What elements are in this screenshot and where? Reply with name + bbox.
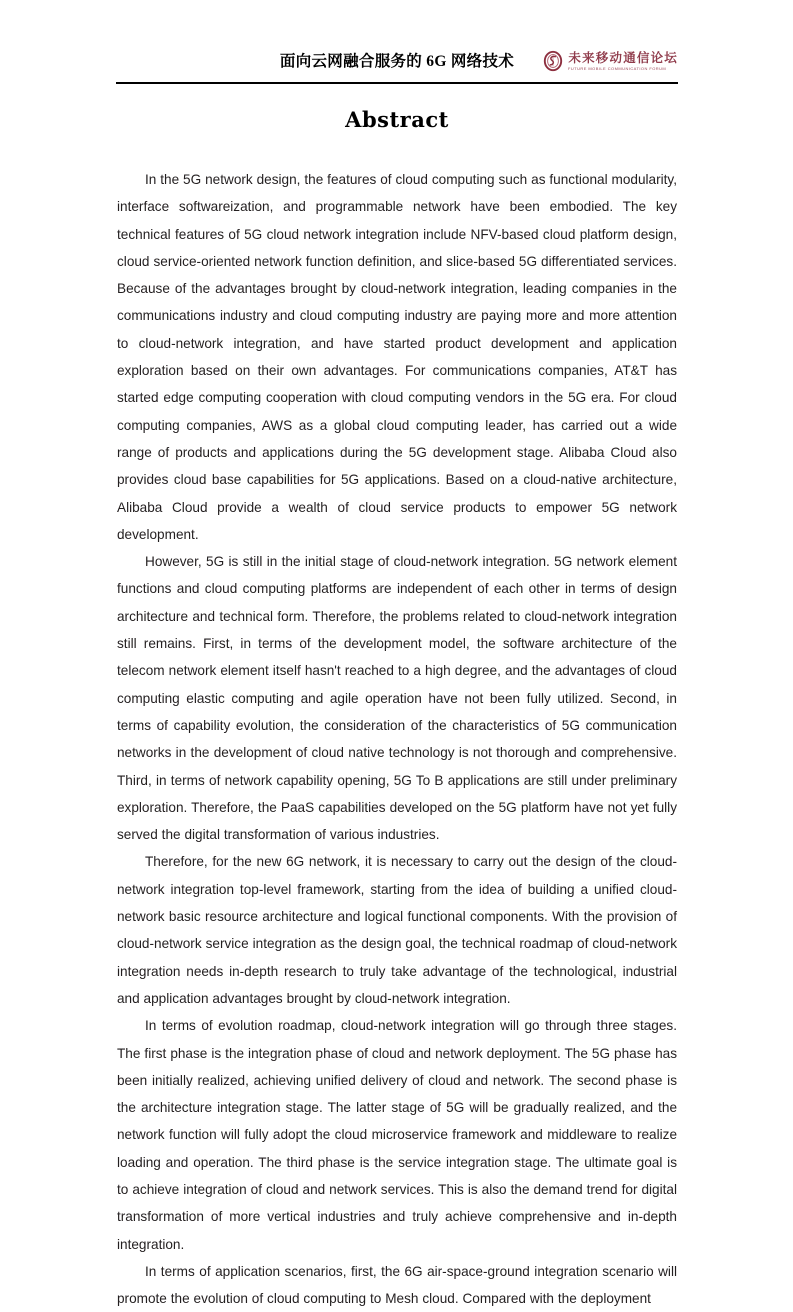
- paragraph: Therefore, for the new 6G network, it is necessary to carry out the design of the cloud-network integration top-level framework, starting from the idea of building a unified cloud-network basic resource architecture and logical functional components. With the provision of cloud-network service integration as the design goal, the technical roadmap of cloud-network integration needs in-depth research to truly take advantage of the technological, industrial and application advantages brought by cloud-network integration.: [117, 854, 677, 1006]
- running-title: 面向云网融合服务的 6G 网络技术: [279, 53, 515, 70]
- paragraph: In the 5G network design, the features of cloud computing such as functional modularity, interface softwareization, and programmable network have been embodied. The key technical features of 5G cloud network integration include NFV-based cloud platform design, cloud service-oriented network function definition, and slice-based 5G differentiated services. Because of the advantages brought by cloud-network integration, leading companies in the communications industry and cloud computing industry are paying more and more attention to cloud-network integration, and have started product development and application exploration based on their own advantages. For communications companies, AT&T has started edge computing cooperation with cloud computing vendors in the 5G era. For cloud computing companies, AWS as a global cloud computing leader, has carried out a wide range of products and applications during the 5G development stage. Alibaba Cloud also provides cloud base capabilities for 5G applications. Based on a cloud-native architecture, Alibaba Cloud provide a wealth of cloud service products to empower 5G network development.: [117, 172, 677, 542]
- page-header: [116, 46, 678, 84]
- forum-name-english: FUTURE MOBILE COMMUNICATION FORUM: [568, 65, 667, 71]
- header-divider: [116, 82, 678, 84]
- paragraph: However, 5G is still in the initial stage of cloud-network integration. 5G network element functions and cloud computing platforms are independent of each other in terms of design architecture and technical form. Therefore, the problems related to cloud-network integration still remains. First, in terms of the development model, the software architecture of the telecom network element itself hasn't reached to a high degree, and the advantages of cloud computing elastic computing and agile operation have not been fully utilized. Second, in terms of capability evolution, the consideration of the characteristics of 5G communication networks in the development of cloud native technology is not thorough and comprehensive. Third, in terms of network capability opening, 5G To B applications are still under preliminary exploration. Therefore, the PaaS capabilities developed on the 5G platform have not yet fully served the digital transformation of various industries.: [117, 554, 677, 843]
- forum-name-chinese: 未来移动通信论坛: [568, 50, 678, 65]
- forum-emblem-icon: [542, 50, 564, 72]
- section-heading-abstract: Abstract: [345, 107, 449, 132]
- forum-logo: [542, 46, 678, 76]
- paragraph: In terms of application scenarios, first, the 6G air-space-ground integration scenario will promote the evolution of cloud computing to Mesh cloud. Compared with the deployment: [117, 1263, 677, 1307]
- abstract-body: [117, 166, 677, 1312]
- forum-logo-text: [568, 52, 678, 71]
- paragraph: In terms of evolution roadmap, cloud-network integration will go through three stages. The first phase is the integration phase of cloud and network deployment. The 5G phase has been initially realized, achieving unified delivery of cloud and network. The second phase is the architecture integration stage. The latter stage of 5G will be gradually realized, and the network function will fully adopt the cloud microservice framework and middleware to realize loading and operation. The third phase is the service integration stage. The ultimate goal is to achieve integration of cloud and network services. This is also the demand trend for digital transformation of more vertical industries and truly achieve comprehensive and in-depth integration.: [117, 1018, 677, 1252]
